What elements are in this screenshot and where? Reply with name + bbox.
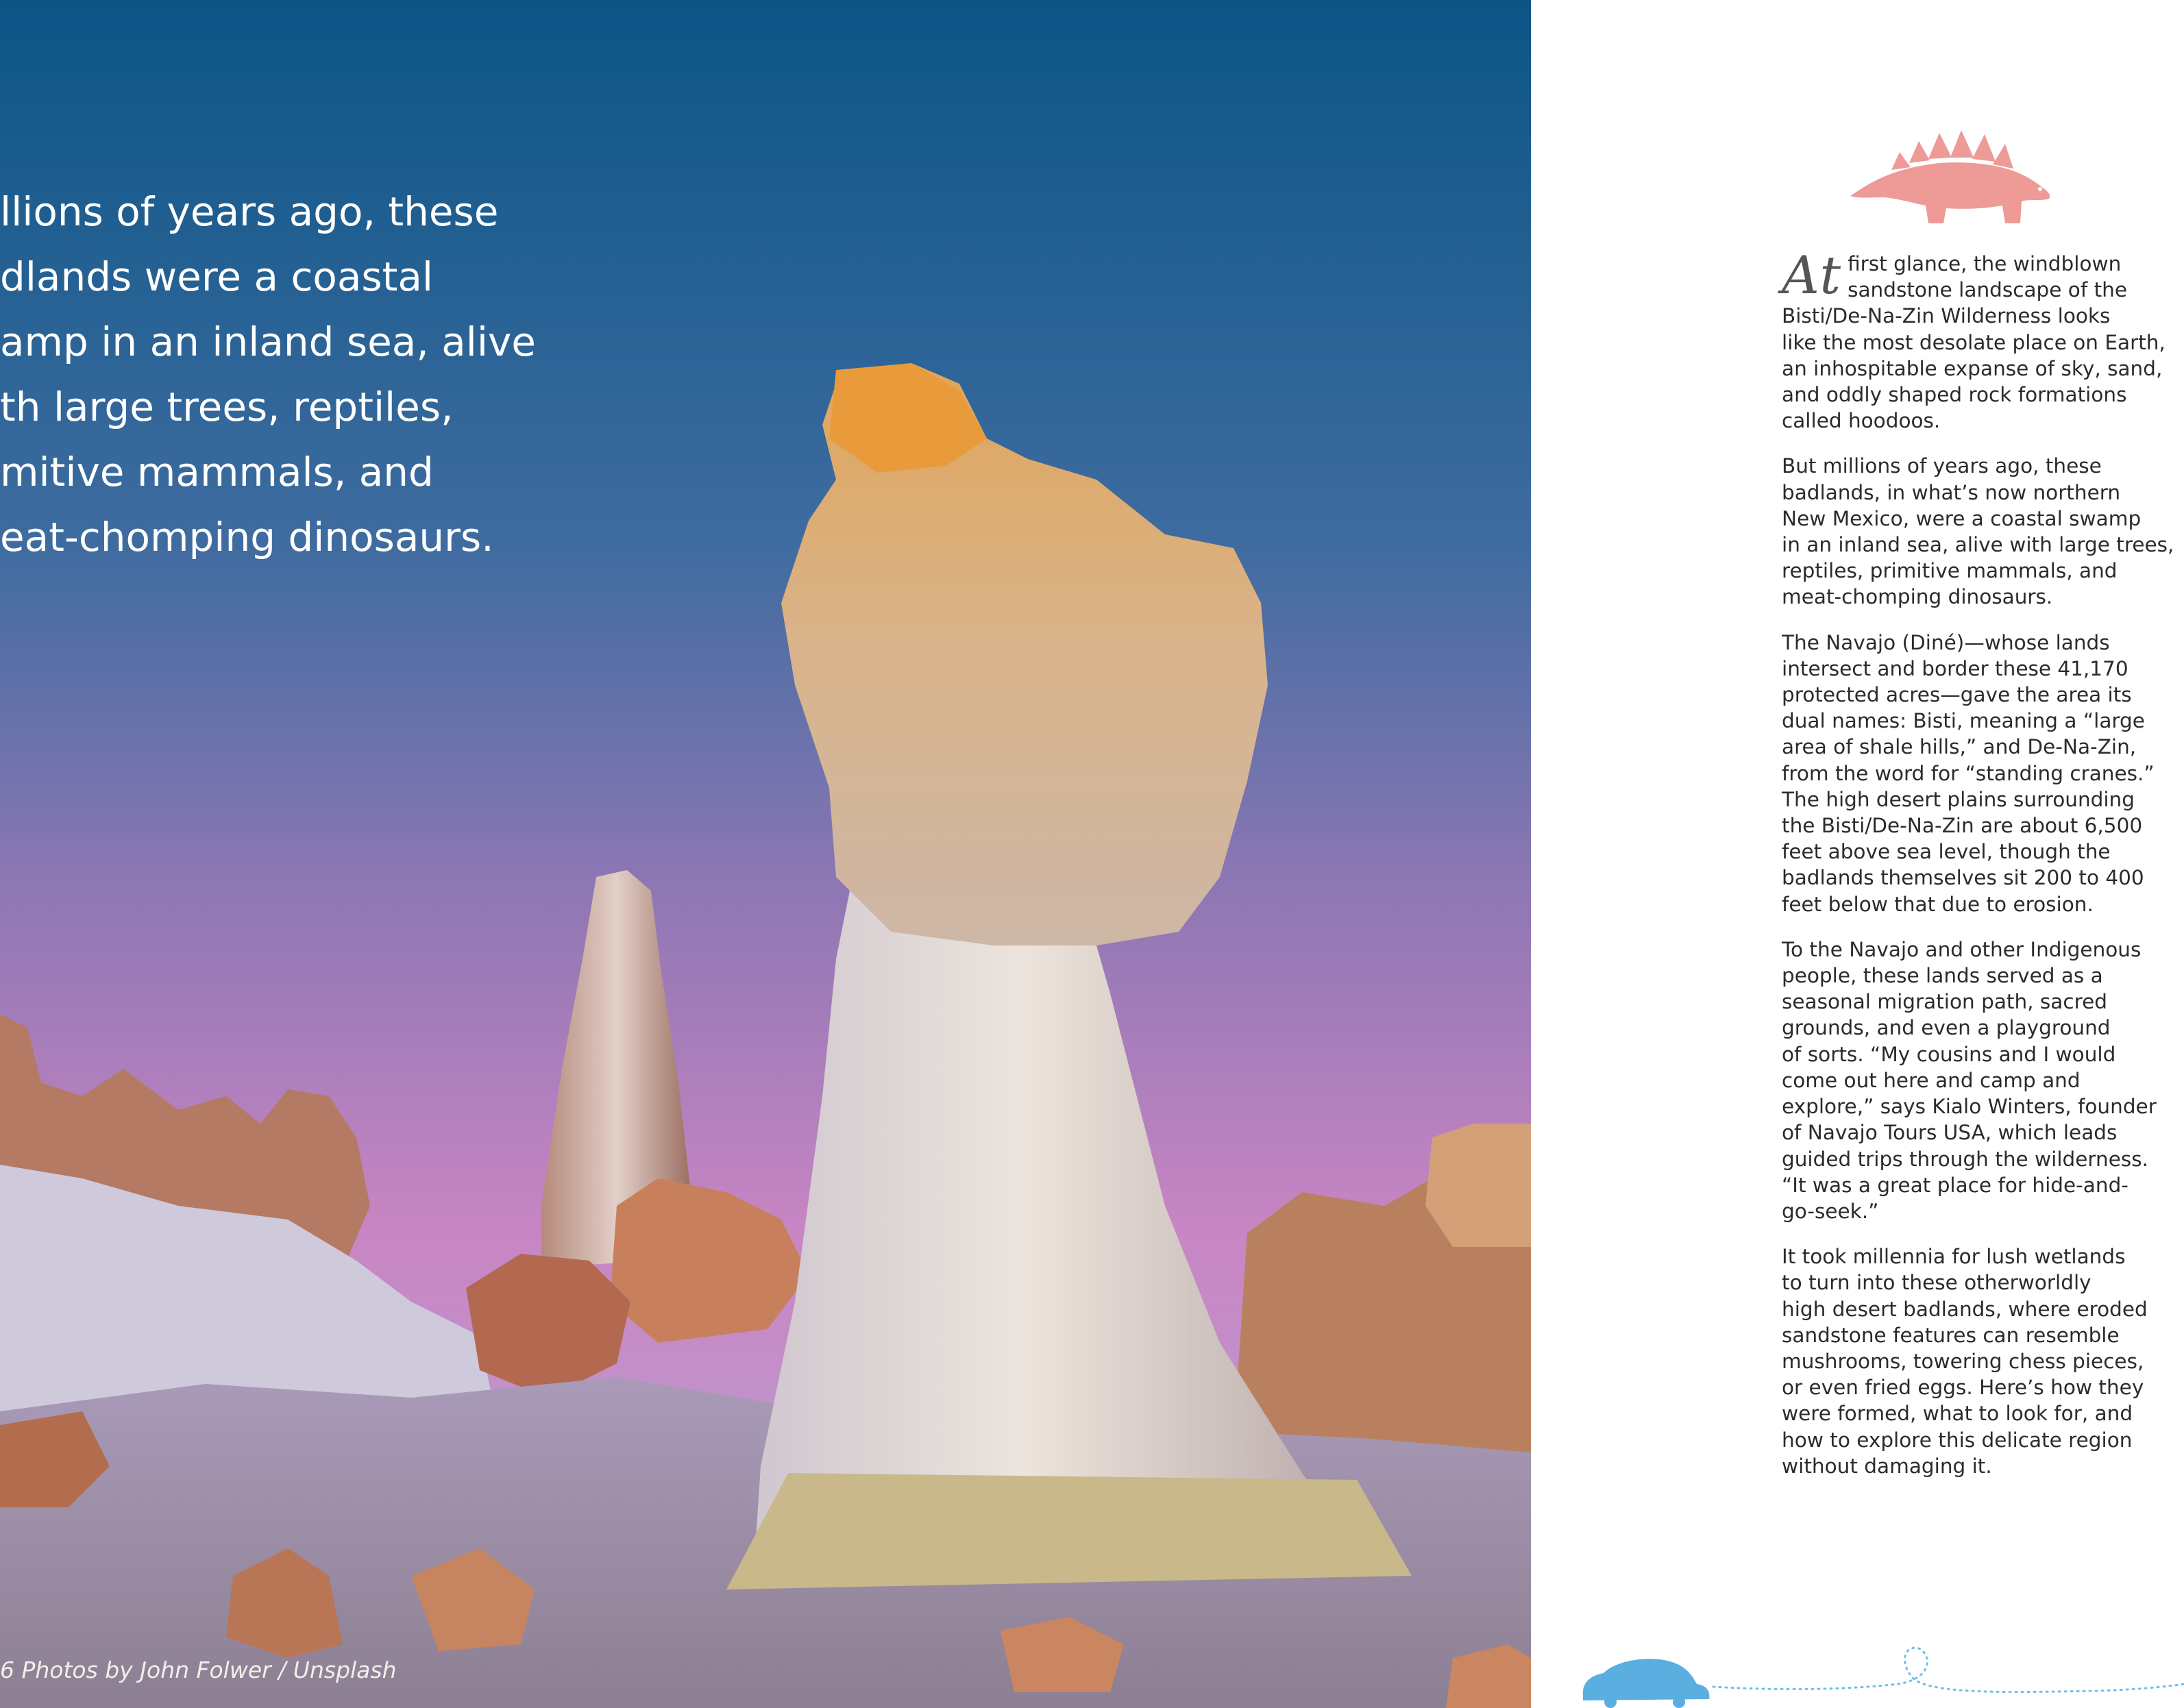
article-line: mushrooms, towering chess pieces,: [1782, 1349, 2144, 1373]
article-line: badlands, in what’s now northern: [1782, 480, 2121, 504]
article-line: high desert badlands, where eroded: [1782, 1297, 2148, 1321]
pull-quote-line: eat-chomping dinosaurs.: [0, 514, 494, 560]
car-icon: [1583, 1659, 1710, 1708]
article-line: like the most desolate place on Earth,: [1782, 330, 2165, 354]
article-paragraph-5: [1782, 1243, 2152, 1479]
article-line: from the word for “standing cranes.”: [1782, 761, 2155, 785]
pull-quote-line: amp in an inland sea, alive: [0, 319, 536, 365]
article-line: Bisti/De-Na-Zin Wilderness looks: [1782, 304, 2111, 328]
stegosaurus-icon: [1843, 127, 2056, 230]
pull-quote-line: th large trees, reptiles,: [0, 384, 454, 430]
article-paragraph-4: [1782, 937, 2157, 1224]
pull-quote-line: dlands were a coastal: [0, 253, 434, 300]
article-line: to turn into these otherworldly: [1782, 1271, 2091, 1295]
article-line: The Navajo (Diné)—whose lands: [1782, 630, 2110, 654]
article-line: explore,” says Kialo Winters, founder: [1782, 1095, 2157, 1119]
article-line: dual names: Bisti, meaning a “large: [1782, 709, 2145, 733]
article-line: of Navajo Tours USA, which leads: [1782, 1121, 2118, 1145]
article-line: of sorts. “My cousins and I would: [1782, 1042, 2116, 1066]
article-paragraph-3: [1782, 630, 2155, 917]
article-line: protected acres—gave the area its: [1782, 683, 2132, 707]
drop-cap: At: [1782, 245, 1843, 306]
article-line: intersect and border these 41,170: [1782, 656, 2128, 680]
article-line: called hoodoos.: [1782, 409, 1941, 433]
article-line: go-seek.”: [1782, 1199, 1879, 1223]
article-line: people, these lands served as a: [1782, 964, 2103, 988]
article-line: how to explore this delicate region: [1782, 1428, 2133, 1452]
article-body: [1782, 245, 2174, 1498]
article-line: grounds, and even a playground: [1782, 1016, 2111, 1040]
article-line: sandstone features can resemble: [1782, 1323, 2120, 1347]
article-line: first glance, the windblown: [1848, 252, 2122, 275]
article-line: an inhospitable expanse of sky, sand,: [1782, 356, 2163, 380]
article-line: meat-chomping dinosaurs.: [1782, 585, 2053, 609]
article-line: without damaging it.: [1782, 1454, 1992, 1478]
article-line: sandstone landscape of the: [1848, 278, 2128, 302]
article-line: and oddly shaped rock formations: [1782, 383, 2127, 407]
article-line: come out here and camp and: [1782, 1068, 2081, 1092]
article-line: But millions of years ago, these: [1782, 454, 2102, 478]
article-line: reptiles, primitive mammals, and: [1782, 559, 2118, 583]
article-line: seasonal migration path, sacred: [1782, 990, 2107, 1014]
pull-quote-line: llions of years ago, these: [0, 188, 499, 235]
article-line: area of shale hills,” and De-Na-Zin,: [1782, 735, 2137, 759]
dotted-route-icon: [1713, 1648, 2184, 1692]
footer-decoration: [1576, 1642, 2184, 1708]
article-line: “It was a great place for hide-and-: [1782, 1173, 2128, 1197]
article-line: in an inland sea, alive with large trees,: [1782, 533, 2174, 557]
pull-quote-line: mitive mammals, and: [0, 449, 434, 495]
article-line: It took millennia for lush wetlands: [1782, 1245, 2126, 1269]
article-line: The high desert plains surrounding: [1782, 787, 2135, 811]
article-line: guided trips through the wilderness.: [1782, 1147, 2149, 1171]
article-line: feet above sea level, though the: [1782, 840, 2111, 864]
article-line: were formed, what to look for, and: [1782, 1402, 2133, 1426]
photo-credit: 6 Photos by John Folwer / Unsplash: [0, 1657, 397, 1683]
article-line: badlands themselves sit 200 to 400: [1782, 866, 2144, 890]
article-line: the Bisti/De-Na-Zin are about 6,500: [1782, 814, 2143, 838]
article-line: New Mexico, were a coastal swamp: [1782, 506, 2142, 530]
article-line: To the Navajo and other Indigenous: [1782, 937, 2142, 961]
article-paragraph-1: [1782, 245, 2165, 434]
article-line: or even fried eggs. Here’s how they: [1782, 1376, 2144, 1400]
article-paragraph-2: [1782, 453, 2174, 610]
article-line: feet below that due to erosion.: [1782, 892, 2094, 916]
pull-quote: [0, 180, 562, 570]
